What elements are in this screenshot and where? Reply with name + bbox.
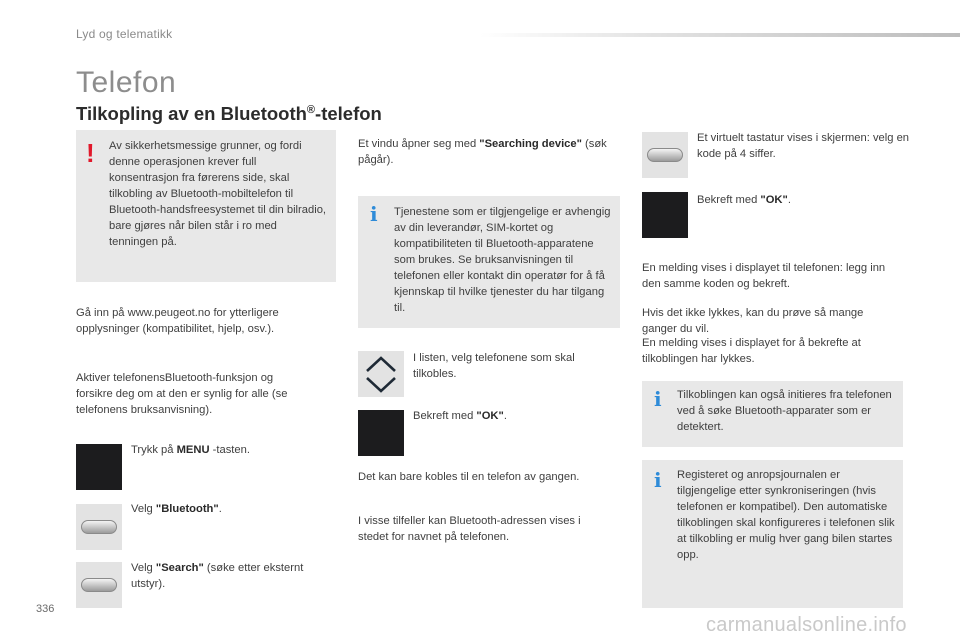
rotary-button-icon — [76, 562, 122, 608]
rotary-button-icon — [642, 132, 688, 178]
warning-box — [76, 130, 336, 282]
window-key: "Searching device" — [479, 138, 582, 150]
step-menu-key: MENU — [176, 444, 210, 456]
confirm-post: . — [787, 194, 791, 206]
visit-text: Gå inn på www.peugeot.no for ytterligere opplysninger (kompatibilitet, hjelp, osv.). — [76, 307, 279, 335]
watermark: carmanualsonline.info — [706, 614, 907, 636]
warning-text: Av sikkerhetsmessige grunner, og fordi denne operasjonen krever full konsentrasjon fra førerens side, skal tilkobling av Bluetooth-mobiltelefon til Bluetooth-handsfreesystemet til din bilradio, bare gjøres når bilen står i ro med tenningen på. — [109, 140, 327, 248]
step-bluetooth — [131, 501, 331, 517]
warning-icon: ! — [86, 138, 95, 168]
info-box-initiate — [642, 381, 903, 447]
step-search-pre: Velg — [131, 562, 156, 574]
heading-main: Tilkopling av en Bluetooth — [76, 103, 307, 124]
step-search-post: (søke etter eksternt utstyr). — [131, 562, 304, 590]
info-icon: i — [654, 468, 662, 492]
section-label: Lyd og telematikk — [76, 27, 173, 41]
step-search-key: "Search" — [155, 562, 204, 574]
step-menu-pre: Trykk på — [131, 444, 177, 456]
window-pre: Et vindu åpner seg med — [358, 138, 480, 150]
info-initiate-text: Tilkoblingen kan også initieres fra telefonen ved å søke Bluetooth-apparater som er detektert. — [677, 389, 892, 433]
step-bluetooth-pre: Velg — [131, 503, 156, 515]
heading-tail: -telefon — [315, 103, 382, 124]
one-phone-text: Det kan bare kobles til en telefon av gangen. — [358, 471, 580, 483]
step-menu — [131, 442, 331, 458]
down-arrow — [367, 378, 395, 391]
list-text: I listen, velg telefonene som skal tilkobles. — [413, 352, 575, 380]
confirm-pre: Bekreft med — [413, 410, 477, 422]
confirm-ok-middle — [413, 408, 613, 424]
info-icon: i — [654, 387, 662, 411]
page-title: Telefon — [76, 66, 177, 99]
rotary-button-icon — [76, 504, 122, 550]
window-post: (søk pågår). — [358, 138, 607, 166]
message-code-text: En melding vises i displayet til telefonen: legg inn den samme koden og bekreft. — [642, 262, 886, 290]
confirm-post: . — [503, 410, 507, 422]
up-arrow — [367, 358, 395, 371]
step-bluetooth-post: . — [218, 503, 222, 515]
address-text: I visse tilfeller kan Bluetooth-adressen vises i stedet for navnet på telefonen. — [358, 515, 581, 543]
ok-button-icon — [358, 410, 404, 456]
confirm-pre: Bekreft med — [697, 194, 761, 206]
window-text — [358, 136, 616, 168]
info-sync-text: Registeret og anropsjournalen er tilgjengelige etter synkroniseringen (hvis telefonen er kompatibel). Den automatiske tilkoblingen skal konfigureres i telefonen slik at tilkobling er mulig hver gang bilen startes opp. — [677, 469, 895, 561]
menu-button-icon — [76, 444, 122, 490]
confirm-ok-right — [697, 192, 897, 208]
step-menu-post: -tasten. — [209, 444, 250, 456]
ok-button-icon — [642, 192, 688, 238]
info-box-services — [358, 196, 620, 328]
step-bluetooth-key: "Bluetooth" — [155, 503, 219, 515]
activate-text: Aktiver telefonensBluetooth-funksjon og forsikre deg om at den er synlig for alle (se telefonens bruksanvisning). — [76, 372, 288, 416]
pill-shape — [81, 578, 117, 592]
confirm-key: "OK" — [476, 410, 504, 422]
heading-registered: ® — [306, 103, 316, 116]
pill-shape — [647, 148, 683, 162]
page-number: 336 — [36, 603, 55, 615]
message-success-text: En melding vises i displayet for å bekrefte at tilkoblingen har lykkes. — [642, 337, 861, 365]
confirm-key: "OK" — [760, 194, 788, 206]
info-icon: i — [370, 202, 378, 226]
info-box-sync — [642, 460, 903, 608]
info-services-text: Tjenestene som er tilgjengelige er avhengig av din leverandør, SIM-kortet og kompatibiliteten til Bluetooth-apparatene som brukes. Se bruksanvisningen til telefonen eller kontakt din operatør for å få kjennskap til hvilke tjenester du har tilgang til. — [394, 206, 611, 314]
pill-shape — [81, 520, 117, 534]
arrows-svg — [358, 351, 404, 397]
retry-text: Hvis det ikke lykkes, kan du prøve så mange ganger du vil. — [642, 307, 864, 335]
step-search — [131, 560, 331, 592]
header-rule — [480, 33, 960, 37]
up-down-arrows-icon — [358, 351, 404, 397]
keyboard-text: Et virtuelt tastatur vises i skjermen: velg en kode på 4 siffer. — [697, 132, 910, 160]
section-heading — [76, 103, 382, 125]
